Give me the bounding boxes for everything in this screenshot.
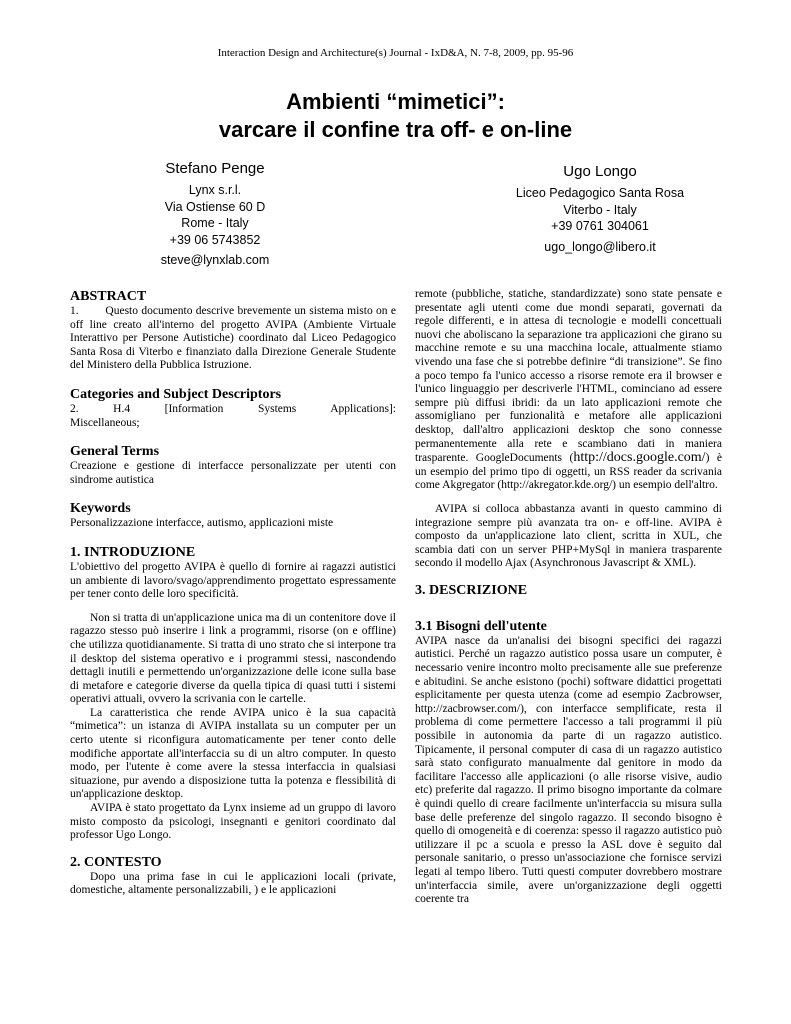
left-column: [70, 289, 399, 898]
contesto-paragraph: AVIPA si colloca abbastanza avanti in questo cammino di integrazione sempre più avanzata tra on- e off-line. AVIPA è composto da un'applicazione lato client, scritta in XUL, che scambia dati con un server PHP+MySql in maniera trasparente secondo il modello Ajax (Asynchronous Javascript & XML).: [415, 502, 722, 570]
title-line-2: varcare il confine tra off- e on-line: [218, 117, 573, 142]
author-city: Rome - Italy: [181, 216, 249, 230]
author-phone: +39 06 5743852: [169, 232, 261, 247]
contesto-paragraph-start: Dopo una prima fase in cui le applicazioni locali (private, domestiche, altamente personalizzabili, ) e le applicazioni: [70, 870, 396, 897]
intro-paragraph: AVIPA è stato progettato da Lynx insieme ad un gruppo di lavoro misto composto da psicologi, insegnanti e genitori coordinato dal professor Ugo Longo.: [70, 802, 396, 842]
categories-text: 2. H.4 [Information Systems Applications]: Miscellaneous;: [70, 402, 399, 429]
author-address: Via Ostiense 60 D: [164, 199, 266, 214]
bisogni-heading: 3.1 Bisogni dell'utente: [415, 618, 547, 634]
title-line-1: Ambienti “mimetici”:: [286, 89, 505, 114]
author-block-penge: [70, 160, 360, 268]
contesto-heading: 2. CONTESTO: [70, 854, 162, 870]
author-block-longo: [455, 163, 745, 255]
intro-paragraph: L'obiettivo del progetto AVIPA è quello di fornire ai ragazzi autistici un ambiente di lavoro/svago/apprendimento progettato espressamente per tener conto delle loro specificità.: [70, 560, 396, 601]
contesto-text-after-link: ) è un esempio del primo tipo di oggetti, un RSS reader da scrivania come Akgregator (http://akregator.kde.org/) un esempio dell'altro.: [415, 452, 722, 492]
descrizione-heading: 3. DESCRIZIONE: [415, 582, 528, 598]
contesto-text: remote (pubbliche, statiche, standardizzate) sono state pensate e presentate agli utenti come due mondi separati, governati da regole differenti, e in attesa di tecnologie e modelli concettuali nuovi che aboliscano la separazione tra applicazioni che girano su macchine remote e su una macchina locale, attualmente stiamo vivendo una fase che si potrebbe definire “di transizione”. Se fino a poco tempo fa l'unico accesso a risorse remote era il browser e l'unico linguaggio per descriverle l'HTML, cominciano ad essere sempre più diffusi ibridi: da un lato applicazioni remote che assomigliano per funzionalità e metafore alle applicazioni desktop, dall'altro applicazioni desktop che sono connesse permanentemente alla rete e scambiano dati in maniera trasparente. GoogleDocuments (: [415, 288, 722, 465]
author-phone: +39 0761 304061: [551, 219, 649, 233]
author-name: Stefano Penge: [165, 160, 265, 177]
author-org: Lynx s.r.l.: [188, 183, 242, 197]
general-terms-text: Creazione e gestione di interfacce personalizzate per utenti con sindrome autistica: [70, 460, 396, 486]
abstract-text: 1. Questo documento descrive brevemente un sistema misto on e off line creato all'interno del progetto AVIPA (Ambiente Virtuale Interattivo per Persone Autistiche) coordinato dal Liceo Pedagogico Santa Rosa di Viterbo e finanziato dalla Direzione Generale Studente del Ministero della Pubblica Istruzione.: [70, 305, 399, 372]
general-terms-heading: General Terms: [70, 444, 160, 460]
author-city: Viterbo - Italy: [563, 202, 637, 217]
keywords-text: Personalizzazione interfacce, autismo, applicazioni miste: [70, 517, 334, 530]
google-docs-link[interactable]: http://docs.google.com/: [573, 450, 706, 466]
author-org: Liceo Pedagogico Santa Rosa: [515, 186, 685, 200]
contesto-paragraph-continued: [415, 288, 722, 493]
right-column: [415, 288, 722, 907]
abstract-heading: ABSTRACT: [70, 289, 147, 304]
introduction-heading: 1. INTRODUZIONE: [70, 544, 196, 560]
categories-heading: Categories and Subject Descriptors: [70, 386, 282, 402]
paper-title: [0, 88, 791, 144]
author-name: Ugo Longo: [563, 163, 637, 180]
intro-paragraph: La caratteristica che rende AVIPA unico è la sua capacità “mimetica”: un istanza di AVIPA installata su un computer per un certo utente si riconfigura automaticamente per tener conto delle modifiche apportate all'interfaccia su di un altro computer. In questo modo, per l'utente è come avere la stessa interfaccia in qualsiasi situazione, pur avendo a disposizione tutta la potenza e flessibilità di un'applicazione desktop.: [70, 706, 396, 801]
journal-header: Interaction Design and Architecture(s) Journal - IxD&A, N. 7-8, 2009, pp. 95-96: [217, 47, 574, 59]
intro-paragraph: Non si tratta di un'applicazione unica ma di un contenitore dove il ragazzo stesso può inserire i link a programmi, risorse (on e offline) che utilizza quotidianamente. Si tratta di uno strato che si interpone tra il desktop del sistema operativo e i programmi stessi, nascondendo dettagli inutili e permettendo un'organizzazione delle icone sulla base di metafore e categorie diverse da quella tipica di quasi tutti i sistemi operativi attuali, ovvero la scrivania con le cartelle.: [70, 611, 396, 706]
keywords-heading: Keywords: [70, 501, 131, 517]
author-email: ugo_longo@libero.it: [544, 239, 656, 254]
author-email: steve@lynxlab.com: [160, 253, 270, 267]
bisogni-paragraph: AVIPA nasce da un'analisi dei bisogni specifici dei ragazzi autistici. Perché un ragazzo autistico possa usare un computer, è necessario venire incontro molto precisamente alle sue preferenze e abitudini. Se anche esistono (pochi) software didattici progettati esplicitamente per questa utenza (come ad esempio Zacbrowser, http://zacbrowser.com/), con interfacce semplificate, resta il problema di come permettere l'accesso a tali programmi il più possibile in autonomia da parte di un ragazzo autistico. Tipicamente, il personal computer di casa di un ragazzo autistico sarà stato configurato manualmente dal genitore in modo da facilitare l'accesso alle applicazioni (o alle risorse visive, audio etc) preferite dal ragazzo. Il primo bisogno importante da colmare è quindi quello di creare facilmente un'interfaccia su misura sulla base delle preferenze del singolo ragazzo. Il secondo bisogno è quello di omogeneità e di coerenza: spesso il ragazzo autistico può utilizzare il pc a scuola e presso la ASL dove è seguito dal personale sanitario, o presso un'associazione che fornisce servizi legati al tempo libero. Tutti questi computer dovrebbero mostrare un'interfaccia simile, avere un'organizzazione degli oggetti coerente tra: [415, 634, 722, 906]
